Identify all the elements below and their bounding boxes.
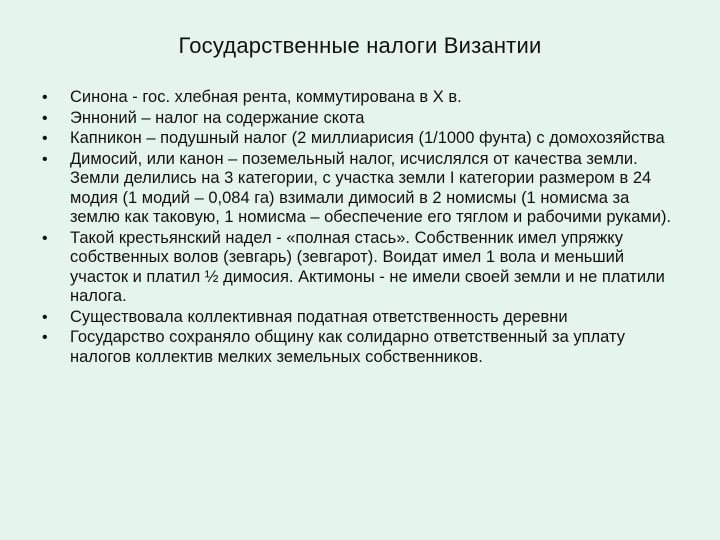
bullet-item-stas xyxy=(42,229,682,307)
bullet-text: Существовала коллективная податная ответственность деревни xyxy=(70,307,568,326)
bullet-icon: • xyxy=(42,329,48,346)
bullet-icon: • xyxy=(42,150,48,168)
bullet-item-ennoniy xyxy=(42,109,682,129)
bullet-item-collective-responsibility xyxy=(42,308,682,328)
bullet-text: Капникон – подушный налог (2 миллиарисия (1/1000 фунта) с домохозяйства xyxy=(70,129,665,147)
bullet-icon: • xyxy=(42,109,48,127)
bullet-icon: • xyxy=(42,130,48,147)
slide-title: Государственные налоги Византии xyxy=(178,33,542,58)
bullet-icon: • xyxy=(42,308,48,326)
bullet-item-dimosiy xyxy=(42,150,682,228)
bullet-icon: • xyxy=(42,89,48,106)
bullet-text: Такой крестьянский надел - «полная стась». Собственник имел упряжку собственных волов (зевгарь) (зевгарот). Воидат имел 1 вола и меньший участок и платил ½ димосия. Актимоны - не имели своей земли и не платили налога. xyxy=(70,228,665,305)
bullet-item-community xyxy=(42,328,682,367)
bullet-text: Синона - гос. хлебная рента, коммутирована в X в. xyxy=(70,88,462,106)
bullet-item-kapnikon xyxy=(42,129,682,149)
bullet-list xyxy=(42,88,682,368)
bullet-text: Димосий, или канон – поземельный налог, исчислялся от качества земли. Земли делились на 3 категории, с участка земли I категории размером в 24 модия (1 модий – 0,084 га) взимали димосий в 2 номисмы (1 номисма за землю как таковую, 1 номисма – обеспечение его тяглом и рабочими руками). xyxy=(70,149,672,226)
bullet-item-sinona xyxy=(42,88,682,108)
bullet-text: Государство сохраняло общину как солидарно ответственный за уплату налогов коллектив мелких земельных собственников. xyxy=(70,328,625,366)
bullet-text: Энноний – налог на содержание скота xyxy=(70,108,365,127)
bullet-icon: • xyxy=(42,229,48,247)
